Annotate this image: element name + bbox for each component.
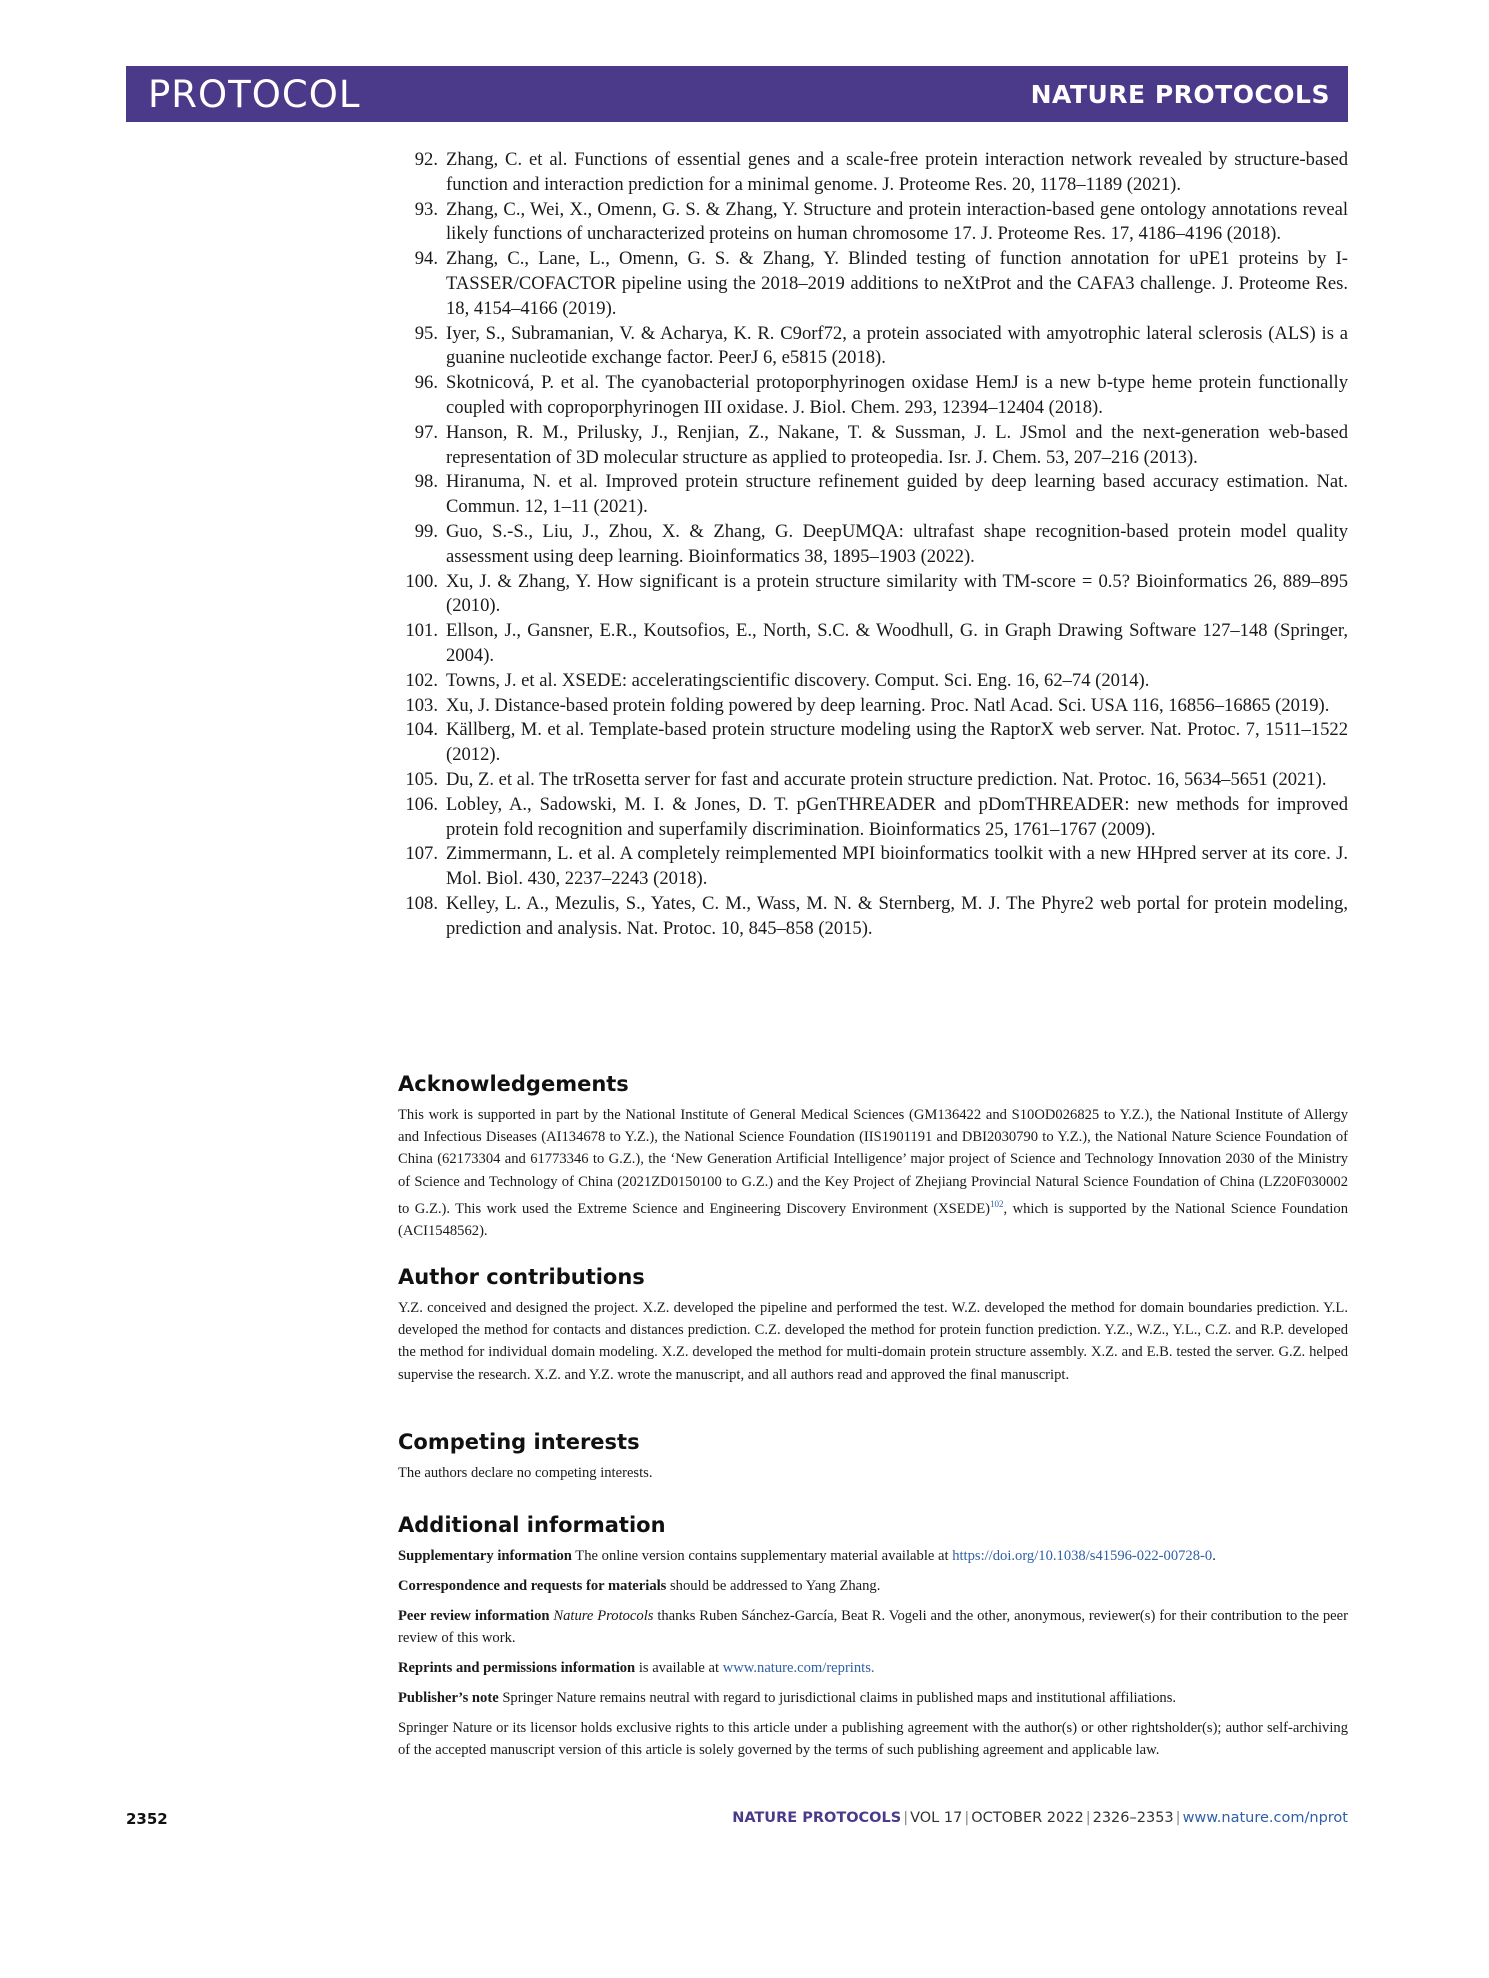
reference-number: 99. — [414, 520, 438, 542]
reference-text: Xu, J. Distance-based protein folding powered by deep learning. Proc. Natl Acad. Sci. USA 116, 16856–16865 (2019). — [446, 694, 1330, 716]
footer-date: OCTOBER 2022 — [971, 1810, 1084, 1826]
section-title: Acknowledgements — [398, 1072, 629, 1096]
reference-number: 108. — [405, 892, 438, 914]
section-title: Author contributions — [398, 1265, 645, 1289]
reference-item — [398, 322, 1348, 372]
reference-number: 101. — [405, 620, 438, 642]
reference-item — [398, 520, 1348, 570]
footer-volume: VOL 17 — [910, 1810, 963, 1826]
reference-text: Zimmermann, L. et al. A completely reimplemented MPI bioinformatics toolkit with a new HHpred server at its core. J. Mol. Biol. 430, 2237–2243 (2018). — [446, 843, 1348, 890]
reference-text: Guo, S.-S., Liu, J., Zhou, X. & Zhang, G. DeepUMQA: ultrafast shape recognition-based protein model quality assessment using deep learning. Bioinformatics 38, 1895–1903 (2022). — [446, 520, 1348, 567]
reference-text: Ellson, J., Gansner, E.R., Koutsofios, E., North, S.C. & Woodhull, G. in Graph Drawing Software 127–148 (Springer, 2004). — [446, 620, 1348, 666]
page-number: 2352 — [126, 1810, 168, 1828]
reference-number: 94. — [414, 248, 438, 270]
footer-pages: 2326–2353 — [1092, 1810, 1174, 1826]
reference-number: 102. — [405, 669, 438, 691]
footer-citation: NATURE PROTOCOLS | VOL 17 | OCTOBER 2022 | 2326–2353 | www.nature.com/nprot — [732, 1810, 1348, 1826]
reference-text: Skotnicová, P. et al. The cyanobacterial protoporphyrinogen oxidase HemJ is a new b-type heme protein functionally coupled with coproporphyrinogen III oxidase. J. Biol. Chem. 293, 12394–12404 (2018). — [446, 372, 1348, 418]
reference-number: 95. — [414, 322, 438, 344]
reference-item — [398, 421, 1348, 471]
acknowledgements-body: This work is supported in part by the National Institute of General Medical Sciences (GM136422 and S10OD026825 to Y.Z.), the National Institute of Allergy and Infectious Diseases (AI134678 to Y.Z.), the National Science Foundation (IIS1901191 and DBI2030790 to Y.Z.), the National Nature Science Foundation of China (62173304 and 61773346 to G.Z.), the ‘New Generation Artificial Intelligence’ major project of Science and Technology Innovation 2030 of the Ministry of Science and Technology of China (2021ZD0150100 to G.Z.) and the Key Project of Zhejiang Provincial Natural Science Foundation of China (LZ20F030002 to G.Z.). This work used the Extreme Science and Engineering Discovery Environment (XSEDE)$^{102}$, which is supported by the National Science Foundation (ACI1548562). — [398, 1107, 1348, 1239]
reference-text: Iyer, S., Subramanian, V. & Acharya, K. R. C9orf72, a protein associated with amyotrophic lateral sclerosis (ALS) is a guanine nucleotide exchange factor. PeerJ 6, e5815 (2018). — [446, 322, 1348, 369]
competing-interests-section — [398, 1430, 1348, 1484]
peer-review-information: Peer review information Nature Protocols thanks Ruben Sánchez-García, Beat R. Vogeli and the other, anonymous, reviewer(s) for their contribution to the peer review of this work. — [398, 1608, 1348, 1646]
reference-item — [398, 198, 1348, 248]
reference-number: 103. — [405, 694, 438, 716]
rights-statement: Springer Nature or its licensor holds exclusive rights to this article under a publishing agreement with the author(s) or other rightsholder(s); author self-archiving of the accepted manuscript version of this article is solely governed by the terms of such publishing agreement and applicable law. — [398, 1720, 1348, 1758]
reference-link[interactable]: 102 — [990, 1198, 1004, 1209]
reference-number: 107. — [405, 843, 438, 865]
author-contributions-body: Y.Z. conceived and designed the project. X.Z. developed the pipeline and performed the test. W.Z. developed the method for domain boundaries prediction. Y.L. developed the method for contacts and distances prediction. C.Z. developed the method for protein function prediction. Y.Z., W.Z., Y.L., C.Z. and R.P. developed the method for individual domain modeling. X.Z. developed the method for multi-domain protein structure assembly. X.Z. and E.B. tested the server. G.Z. helped supervise the research. X.Z. and Y.Z. wrote the manuscript, and all authors read and approved the final manuscript. — [398, 1300, 1348, 1383]
reference-text: Lobley, A., Sadowski, M. I. & Jones, D. T. pGenTHREADER and pDomTHREADER: new methods for improved protein fold recognition and superfamily discrimination. Bioinformatics 25, 1761–1767 (2009). — [446, 793, 1348, 840]
reference-item — [398, 793, 1348, 843]
acknowledgements-section — [398, 1072, 1348, 1242]
header-bar — [126, 66, 1348, 122]
section-label: PROTOCOL — [148, 72, 361, 116]
section-title: Competing interests — [398, 1430, 640, 1454]
reference-number: 104. — [405, 719, 438, 741]
reference-item — [398, 694, 1348, 719]
reference-number: 92. — [414, 149, 438, 170]
reference-number: 106. — [405, 793, 438, 815]
reference-text: Du, Z. et al. The trRosetta server for fast and accurate protein structure prediction. Nat. Protoc. 16, 5634–5651 (2021). — [446, 768, 1327, 790]
reference-number: 105. — [405, 768, 438, 790]
supplementary-link[interactable]: https://doi.org/10.1038/s41596-022-00728-0 — [952, 1548, 1213, 1564]
correspondence: Correspondence and requests for materials should be addressed to Yang Zhang. — [398, 1578, 881, 1594]
journal-name: NATURE PROTOCOLS — [1030, 79, 1330, 109]
reference-item — [398, 247, 1348, 321]
reference-text: Towns, J. et al. XSEDE: acceleratingscientific discovery. Comput. Sci. Eng. 16, 62–74 (2014). — [446, 669, 1150, 691]
reference-number: 100. — [405, 570, 438, 592]
reference-item — [398, 619, 1348, 669]
reprints-information: Reprints and permissions information is available at www.nature.com/reprints. — [398, 1660, 875, 1676]
reference-number: 96. — [414, 372, 438, 394]
reference-item — [398, 669, 1348, 694]
reference-text: Hanson, R. M., Prilusky, J., Renjian, Z., Nakane, T. & Sussman, J. L. JSmol and the next-generation web-based representation of 3D molecular structure as applied to proteopedia. Isr. J. Chem. 53, 207–216 (2013). — [446, 421, 1348, 468]
reference-list — [398, 148, 1348, 942]
reference-text: Källberg, M. et al. Template-based protein structure modeling using the RaptorX web server. Nat. Protoc. 7, 1511–1522 (2012). — [446, 719, 1348, 766]
reference-text: Kelley, L. A., Mezulis, S., Yates, C. M., Wass, M. N. & Sternberg, M. J. The Phyre2 web portal for protein modeling, prediction and analysis. Nat. Protoc. 10, 845–858 (2015). — [446, 892, 1348, 939]
footer-journal: NATURE PROTOCOLS — [732, 1810, 902, 1826]
reference-text: Zhang, C., Wei, X., Omenn, G. S. & Zhang, Y. Structure and protein interaction-based gene ontology annotations reveal likely functions of uncharacterized proteins on human chromosome 17. J. Proteome Res. 17, 4186–4196 (2018). — [446, 198, 1348, 245]
footer-url[interactable]: www.nature.com/nprot — [1182, 1810, 1348, 1826]
reference-text: Hiranuma, N. et al. Improved protein structure refinement guided by deep learning based accuracy estimation. Nat. Commun. 12, 1–11 (2021). — [446, 471, 1348, 518]
reference-text: Zhang, C. et al. Functions of essential genes and a scale-free protein interaction network revealed by structure-based function and interaction prediction for a minimal genome. J. Proteome Res. 20, 1178–1189 (2021). — [446, 149, 1348, 195]
reference-item — [398, 718, 1348, 768]
reference-item — [398, 470, 1348, 520]
publishers-note: Publisher’s note Springer Nature remains neutral with regard to jurisdictional claims in published maps and institutional affiliations. — [398, 1690, 1177, 1706]
reference-item — [398, 892, 1348, 942]
supplementary-information: Supplementary information The online version contains supplementary material available at https://doi.org/10.1038/s41596-022-00728-0. — [398, 1548, 1216, 1564]
reference-number: 98. — [414, 471, 438, 493]
section-title: Additional information — [398, 1513, 666, 1537]
reference-text: Xu, J. & Zhang, Y. How significant is a protein structure similarity with TM-score = 0.5? Bioinformatics 26, 889–895 (2010). — [446, 570, 1348, 617]
reference-item — [398, 842, 1348, 892]
reference-item — [398, 570, 1348, 620]
reference-item — [398, 148, 1348, 198]
reference-number: 93. — [414, 198, 438, 220]
competing-interests-body: The authors declare no competing interests. — [398, 1465, 653, 1481]
reference-text: Zhang, C., Lane, L., Omenn, G. S. & Zhang, Y. Blinded testing of function annotation for uPE1 proteins by I-TASSER/COFACTOR pipeline using the 2018–2019 additions to neXtProt and the CAFA3 challenge. J. Proteome Res. 18, 4154–4166 (2019). — [446, 248, 1348, 319]
additional-information-section — [398, 1513, 1348, 1769]
reference-item — [398, 371, 1348, 421]
reference-number: 97. — [414, 421, 438, 443]
reference-item — [398, 768, 1348, 793]
author-contributions-section — [398, 1265, 1348, 1386]
reprints-link[interactable]: www.nature.com/reprints. — [722, 1660, 875, 1676]
